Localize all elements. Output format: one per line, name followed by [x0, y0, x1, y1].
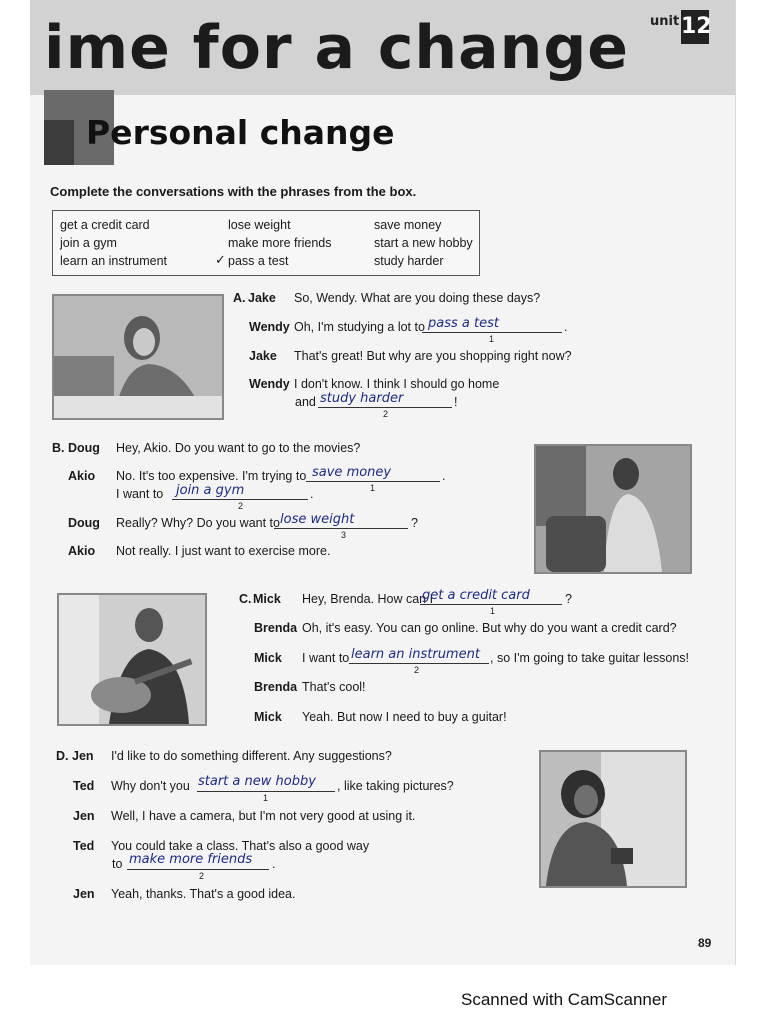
- blank-number: 2: [414, 665, 420, 675]
- speaker-name: Brenda: [254, 621, 298, 635]
- handwritten-answer: learn an instrument: [351, 647, 480, 662]
- photo-man-exercising: [534, 444, 692, 574]
- instruction-text: Complete the conversations with the phrases from the box.: [50, 184, 417, 199]
- dialogue-line: I want to: [116, 487, 164, 501]
- handwritten-answer: get a credit card: [422, 588, 530, 603]
- dialogue-line: That's great! But why are you shopping right now?: [294, 349, 572, 363]
- phrase: lose weight: [228, 218, 291, 232]
- dialogue-line: Really? Why? Do you want to: [116, 516, 280, 530]
- phrase: pass a test: [228, 254, 289, 268]
- dialogue-line: , so I'm going to take guitar lessons!: [490, 651, 690, 665]
- blank-number: 1: [490, 606, 496, 616]
- phrase: make more friends: [228, 236, 332, 250]
- dialogue-line: I don't know. I think I should go home: [294, 377, 500, 391]
- blank-number: 2: [238, 501, 244, 511]
- blank-number: 1: [489, 334, 495, 344]
- blank-number: 3: [341, 530, 347, 540]
- dialogue-line: , like taking pictures?: [337, 779, 454, 793]
- speaker-name: Wendy: [249, 377, 290, 391]
- dialogue-line: You could take a class. That's also a good way: [111, 839, 370, 853]
- punctuation: .: [442, 469, 446, 483]
- phrase: start a new hobby: [374, 236, 473, 250]
- speaker-name: Doug: [68, 516, 100, 530]
- dialogue-line: Hey, Akio. Do you want to go to the movies?: [116, 441, 361, 455]
- speaker-name: Ted: [73, 779, 95, 793]
- speaker-name: Doug: [68, 441, 100, 455]
- dialogue-line: I'd like to do something different. Any suggestions?: [111, 749, 392, 763]
- photo-woman-studying: [52, 294, 224, 420]
- speaker-name: Brenda: [254, 680, 298, 694]
- speaker-name: Jake: [249, 349, 277, 363]
- dialogue-line: Yeah, thanks. That's a good idea.: [111, 887, 296, 901]
- conversation-letter: D.: [56, 749, 69, 763]
- section-title: Personal change: [86, 113, 395, 152]
- checkmark-icon: ✓: [215, 252, 226, 267]
- dialogue-line: Oh, I'm studying a lot to: [294, 320, 425, 334]
- speaker-name: Jen: [73, 809, 95, 823]
- dialogue-line: Hey, Brenda. How can I: [302, 592, 434, 606]
- section-marker-dark: [44, 120, 74, 165]
- punctuation: !: [454, 395, 458, 409]
- dialogue-line: Yeah. But now I need to buy a guitar!: [302, 710, 507, 724]
- phrase: save money: [374, 218, 442, 232]
- phrase-box: [52, 210, 480, 276]
- phrase: study harder: [374, 254, 444, 268]
- dialogue-line: Oh, it's easy. You can go online. But why do you want a credit card?: [302, 621, 677, 635]
- unit-title: ime for a change: [44, 13, 629, 83]
- conversation-letter: A.: [233, 291, 246, 305]
- handwritten-answer: join a gym: [176, 483, 245, 498]
- handwritten-answer: lose weight: [280, 512, 355, 527]
- speaker-name: Ted: [73, 839, 95, 853]
- dialogue-line: That's cool!: [302, 680, 366, 694]
- page-number: 89: [698, 936, 712, 950]
- dialogue-line: Why don't you: [111, 779, 190, 793]
- punctuation: .: [310, 487, 314, 501]
- punctuation: .: [272, 857, 276, 871]
- handwritten-answer: save money: [312, 465, 392, 480]
- speaker-name: Mick: [253, 592, 281, 606]
- speaker-name: Akio: [68, 469, 96, 483]
- blank-number: 2: [383, 409, 389, 419]
- punctuation: .: [564, 320, 568, 334]
- photo-woman-outdoors: [539, 750, 687, 888]
- dialogue-line: Not really. I just want to exercise more.: [116, 544, 331, 558]
- blank-number: 1: [263, 793, 269, 803]
- handwritten-answer: make more friends: [129, 852, 253, 867]
- phrase: join a gym: [60, 236, 117, 250]
- scanner-watermark: Scanned with CamScanner: [461, 990, 668, 1009]
- dialogue-line: So, Wendy. What are you doing these days?: [294, 291, 541, 305]
- photo-man-guitar: [57, 593, 207, 726]
- unit-label: unit: [650, 14, 680, 29]
- handwritten-answer: pass a test: [428, 316, 499, 331]
- conversation-letter: C.: [239, 592, 252, 606]
- dialogue-line: to: [112, 857, 123, 871]
- punctuation: ?: [565, 592, 572, 606]
- conversation-letter: B.: [52, 441, 65, 455]
- phrase: learn an instrument: [60, 254, 168, 268]
- unit-number-badge: 12: [681, 10, 709, 44]
- phrase: get a credit card: [60, 218, 150, 232]
- dialogue-line: and: [295, 395, 316, 409]
- speaker-name: Akio: [68, 544, 96, 558]
- dialogue-line: No. It's too expensive. I'm trying to: [116, 469, 307, 483]
- punctuation: ?: [411, 516, 418, 530]
- dialogue-line: I want to: [302, 651, 350, 665]
- blank-number: 1: [370, 483, 376, 493]
- handwritten-answer: start a new hobby: [198, 774, 316, 789]
- speaker-name: Mick: [254, 710, 282, 724]
- speaker-name: Jen: [72, 749, 94, 763]
- speaker-name: Jen: [73, 887, 95, 901]
- dialogue-line: Well, I have a camera, but I'm not very good at using it.: [111, 809, 416, 823]
- speaker-name: Wendy: [249, 320, 290, 334]
- handwritten-answer: study harder: [320, 391, 404, 406]
- speaker-name: Mick: [254, 651, 282, 665]
- speaker-name: Jake: [248, 291, 276, 305]
- blank-number: 2: [199, 871, 205, 881]
- workbook-page: [30, 0, 735, 965]
